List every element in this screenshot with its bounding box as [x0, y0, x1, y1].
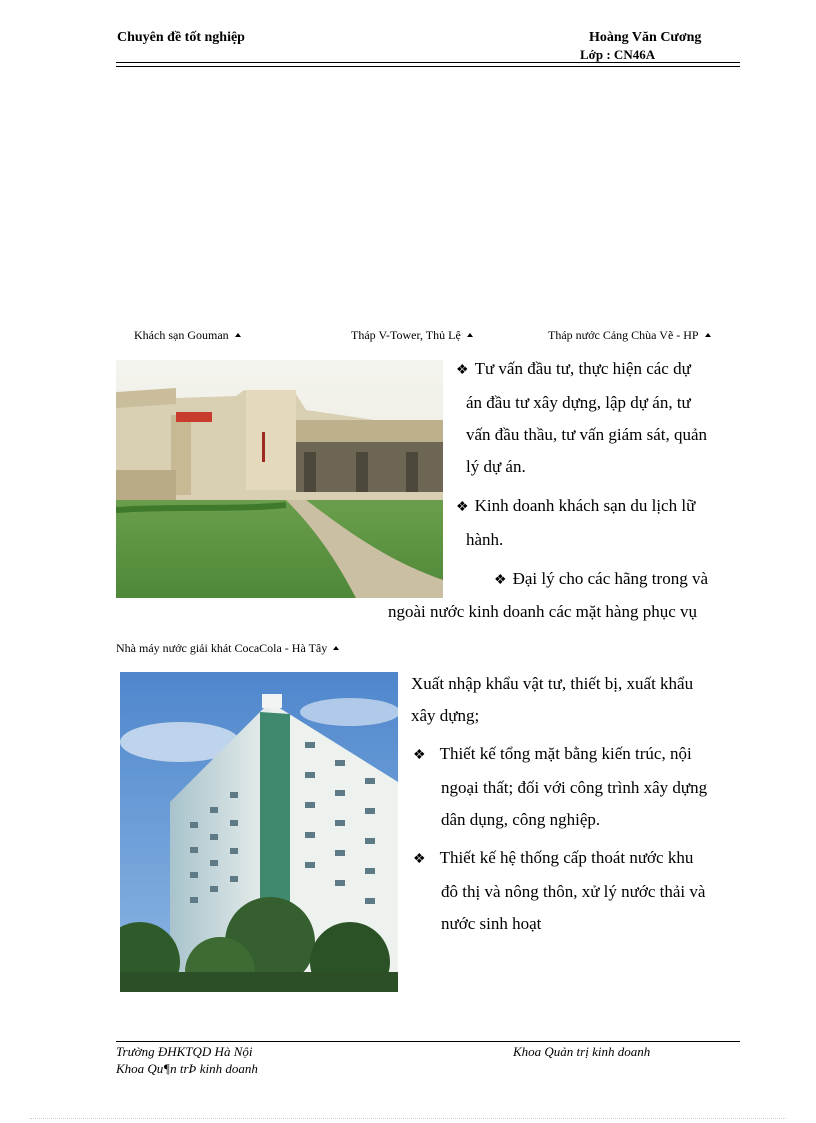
export-continuation: Xuất nhập khẩu vật tư, thiết bị, xuất khẩu xây dựng; — [411, 674, 694, 725]
footer-rule — [116, 1041, 740, 1042]
tower-photo — [120, 672, 398, 992]
page-border-dots — [30, 1118, 786, 1119]
diamond-bullet-icon: ❖ — [456, 363, 469, 378]
caption-hotel: Khách sạn Gouman — [134, 328, 241, 343]
bullet-agency: ❖ Đại lý cho các hãng trong và — [494, 569, 708, 588]
header-title: Chuyên đề tốt nghiệp — [117, 30, 245, 45]
caret-up-icon — [467, 333, 473, 337]
footer-university: Trường ĐHKTQD Hà Nội — [116, 1044, 253, 1059]
bullet-hotel-business: ❖ Kinh doanh khách sạn du lịch lữ hành. — [456, 496, 696, 549]
caption-tower: Tháp V-Tower, Thủ Lệ — [351, 328, 473, 343]
caret-up-icon — [235, 333, 241, 337]
bullet-consulting: ❖ Tư vấn đầu tư, thực hiện các dự án đầu tư xây dựng, lập dự án, tư vấn đầu thầu, tư vấn giám sát, quản lý dự án. — [456, 359, 708, 476]
diamond-bullet-icon: ❖ — [494, 573, 507, 588]
header-class: Lớp : CN46A — [580, 47, 656, 62]
diamond-bullet-icon: ❖ — [413, 852, 426, 867]
caret-up-icon — [705, 333, 711, 337]
bullet-water-system: ❖ Thiết kế hệ thống cấp thoát nước khu đô thị và nông thôn, xử lý nước thải và nước sinh hoạt — [413, 848, 706, 933]
diamond-bullet-icon: ❖ — [413, 748, 426, 763]
bullet-architecture: ❖ Thiết kế tổng mặt bằng kiến trúc, nội ngoại thất; đối với công trình xây dựng dân dụng, công nghiệp. — [413, 744, 708, 829]
footer-faculty: Khoa Qu¶n trÞ kinh doanh — [116, 1061, 258, 1076]
caption-factory: Nhà máy nước giải khát CocaCola - Hà Tây — [116, 641, 339, 656]
footer-faculty-right: Khoa Quản trị kinh doanh — [513, 1044, 651, 1059]
diamond-bullet-icon: ❖ — [456, 500, 469, 515]
header-rule — [116, 62, 740, 63]
agency-continuation: ngoài nước kinh doanh các mặt hàng phục vụ — [388, 602, 698, 621]
caret-up-icon — [333, 646, 339, 650]
hotel-photo — [116, 360, 443, 598]
caption-water-tower: Tháp nước Cảng Chùa Vẽ - HP — [548, 328, 711, 343]
header-author: Hoàng Văn Cương — [589, 30, 702, 45]
header-rule-thick — [116, 66, 740, 67]
